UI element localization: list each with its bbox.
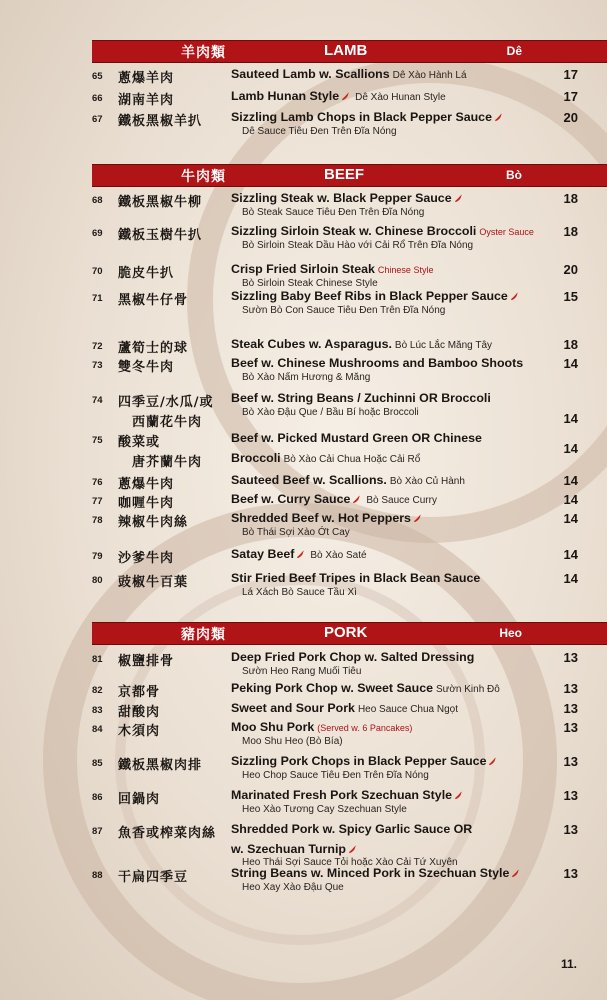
item-price: 14 [563, 356, 578, 371]
item-price: 18 [563, 191, 578, 206]
item-name-chinese: 干扁四季豆 [118, 870, 189, 885]
item-name-chinese: 黑椒牛仔骨 [118, 293, 189, 308]
item-name-chinese: 豉椒牛百葉 [118, 575, 189, 590]
section-title-vietnamese: Dê [506, 44, 522, 58]
item-price: 14 [563, 547, 578, 562]
item-price: 13 [563, 788, 578, 803]
item-name-english-text: Marinated Fresh Pork Szechuan Style [231, 788, 453, 802]
item-number: 82 [92, 685, 103, 696]
item-name-english [231, 754, 499, 768]
item-name-vietnamese: Heo Sauce Chua Ngọt [357, 704, 459, 715]
item-name-english [231, 681, 500, 695]
item-number: 84 [92, 724, 103, 735]
item-name-english [231, 67, 467, 81]
item-name-chinese: 甜酸肉 [118, 705, 161, 720]
item-name-english [231, 492, 437, 506]
item-number: 73 [92, 360, 103, 371]
item-name-vietnamese: Bò Xào Đậu Que / Bầu Bí hoặc Broccoli [242, 407, 419, 418]
page-number: 11. [561, 957, 578, 971]
item-name-english [231, 511, 424, 525]
section-title-vietnamese: Heo [499, 626, 522, 640]
item-name-vietnamese: Sườn Heo Rang Muối Tiêu [242, 666, 362, 677]
item-name-english-text: Shredded Pork w. Spicy Garlic Sauce OR [231, 822, 473, 836]
item-price: 13 [563, 650, 578, 665]
item-number: 78 [92, 515, 103, 526]
item-number: 71 [92, 293, 103, 304]
chili-icon [341, 92, 350, 101]
item-name-english-text: Sizzling Sirloin Steak w. Chinese Broccoli [231, 224, 477, 238]
item-number: 77 [92, 496, 103, 507]
item-name-chinese: 辣椒牛肉絲 [118, 515, 189, 530]
item-price: 14 [563, 571, 578, 586]
item-name-english [231, 701, 458, 715]
item-name-vietnamese: Sườn Bò Con Sauce Tiêu Đen Trên Đĩa Nóng [242, 305, 446, 316]
section-title-english: PORK [324, 624, 368, 641]
item-number: 80 [92, 575, 103, 586]
item-price: 15 [563, 289, 578, 304]
item-name-english [231, 822, 472, 836]
item-name-chinese: 鐵板黑椒肉排 [118, 758, 203, 773]
section-title-english: LAMB [324, 42, 368, 59]
item-price: 14 [563, 411, 578, 426]
item-price: 13 [563, 681, 578, 696]
section-header [92, 622, 607, 645]
item-name-chinese: 蘆筍士的球 [118, 341, 189, 356]
item-name-vietnamese: Bò Sauce Curry [366, 495, 437, 506]
item-name-chinese: 椒鹽排骨 [118, 654, 175, 669]
item-name-vietnamese: Heo Xào Tương Cay Szechuan Style [242, 804, 407, 815]
item-number: 72 [92, 341, 103, 352]
item-name-chinese: 鐵板黑椒牛柳 [118, 195, 203, 210]
item-number: 66 [92, 93, 103, 104]
item-name-vietnamese: Dê Xào Hành Lá [392, 70, 467, 81]
item-name-chinese: 京都骨 [118, 685, 161, 700]
item-note: (Served w. 6 Pancakes) [317, 723, 413, 733]
item-name-english [231, 720, 412, 734]
item-name-chinese: 蔥爆牛肉 [118, 477, 175, 492]
item-name-chinese: 咖喱牛肉 [118, 496, 175, 511]
item-name-vietnamese: Bò Xào Saté [310, 550, 367, 561]
item-name-english-text: Beef w. Picked Mustard Green OR Chinese [231, 431, 482, 445]
item-name-chinese: 酸菜或 [118, 435, 161, 450]
item-name-chinese: 魚香或榨菜肉絲 [118, 826, 217, 841]
item-name-vietnamese: Heo Xay Xào Đậu Que [242, 882, 344, 893]
item-name-vietnamese: Bò Xào Cải Chua Hoặc Cải Rổ [283, 454, 421, 465]
item-number: 75 [92, 435, 103, 446]
item-name-english [231, 866, 522, 880]
item-name-english-text: String Beans w. Minced Pork in Szechuan Style [231, 866, 510, 880]
item-name-english-text: Peking Pork Chop w. Sweet Sauce [231, 681, 433, 695]
item-number: 81 [92, 654, 103, 665]
item-price: 14 [563, 492, 578, 507]
item-name-vietnamese: Heo Chop Sauce Tiêu Đen Trên Đĩa Nóng [242, 770, 429, 781]
item-price: 13 [563, 866, 578, 881]
item-name-english-text: Beef w. String Beans / Zuchinni OR Broccoli [231, 391, 491, 405]
item-name-english [231, 431, 482, 445]
item-number: 79 [92, 551, 103, 562]
item-name-vietnamese: Moo Shu Heo (Bò Bía) [242, 736, 343, 747]
chili-icon [352, 495, 361, 504]
item-price: 13 [563, 754, 578, 769]
item-name-english-line2 [231, 451, 420, 465]
item-number: 85 [92, 758, 103, 769]
item-name-english [231, 650, 474, 664]
item-price: 20 [563, 262, 578, 277]
chili-icon [413, 514, 422, 523]
item-name-vietnamese: Dê Sauce Tiêu Đen Trên Đĩa Nóng [242, 126, 397, 137]
item-name-vietnamese: Bò Thái Sợi Xào Ớt Cay [242, 527, 350, 538]
section-title-english: BEEF [324, 166, 365, 183]
item-name-vietnamese: Bò Sirloin Steak Dầu Hào với Cải Rổ Trên Đĩa Nóng [242, 240, 474, 251]
item-name-english [231, 110, 505, 124]
item-name-english-text: Moo Shu Pork [231, 720, 315, 734]
item-name-english-line2 [231, 842, 359, 856]
item-name-english [231, 262, 433, 276]
menu-section-lamb [92, 40, 607, 137]
item-name-chinese-line2: 唐芥蘭牛肉 [132, 455, 203, 470]
item-number: 74 [92, 395, 103, 406]
item-number: 88 [92, 870, 103, 881]
item-price: 13 [563, 701, 578, 716]
section-title-vietnamese: Bò [506, 168, 522, 182]
item-name-english-text: Shredded Beef w. Hot Peppers [231, 511, 411, 525]
item-name-english-text: Sweet and Sour Pork [231, 701, 355, 715]
item-name-english-text: Stir Fried Beef Tripes in Black Bean Sauce [231, 571, 481, 585]
item-name-english [231, 89, 446, 103]
item-name-vietnamese: Dê Xào Hunan Style [355, 92, 446, 103]
item-name-english-text: Beef w. Curry Sauce [231, 492, 351, 506]
item-name-vietnamese: Bò Sirloin Steak Chinese Style [242, 278, 378, 289]
item-price: 17 [563, 67, 578, 82]
item-name-chinese: 木須肉 [118, 724, 161, 739]
item-name-english-line2-text: Broccoli [231, 451, 281, 465]
item-name-english-text: Steak Cubes w. Asparagus. [231, 337, 392, 351]
item-name-english [231, 337, 492, 351]
item-price: 13 [563, 720, 578, 735]
item-name-english [231, 224, 534, 238]
item-name-chinese: 雙冬牛肉 [118, 360, 175, 375]
item-price: 18 [563, 337, 578, 352]
item-note: Chinese Style [377, 265, 434, 275]
item-name-english-text: Deep Fried Pork Chop w. Salted Dressing [231, 650, 475, 664]
item-price: 18 [563, 224, 578, 239]
item-price: 14 [563, 473, 578, 488]
item-number: 87 [92, 826, 103, 837]
chili-icon [454, 194, 463, 203]
item-name-chinese: 沙爹牛肉 [118, 551, 175, 566]
chili-icon [454, 791, 463, 800]
item-name-english-text: Satay Beef [231, 547, 295, 561]
menu-section-pork [92, 622, 607, 893]
item-name-english-text: Crisp Fried Sirloin Steak [231, 262, 375, 276]
item-name-english [231, 571, 480, 585]
section-header [92, 40, 607, 63]
chili-icon [511, 869, 520, 878]
item-name-english [231, 191, 465, 205]
item-price: 13 [563, 822, 578, 837]
item-name-english [231, 391, 491, 405]
item-name-chinese: 湖南羊肉 [118, 93, 175, 108]
item-price: 14 [563, 511, 578, 526]
item-name-vietnamese: Lá Xách Bò Sauce Tầu Xì [242, 587, 357, 598]
item-price: 17 [563, 89, 578, 104]
chili-icon [494, 113, 503, 122]
item-name-english [231, 788, 465, 802]
item-name-english-text: Sizzling Lamb Chops in Black Pepper Sauce [231, 110, 492, 124]
chili-icon [296, 550, 305, 559]
item-name-english-text: Sizzling Steak w. Black Pepper Sauce [231, 191, 452, 205]
item-price: 14 [563, 441, 578, 456]
item-name-english-line2-text: w. Szechuan Turnip [231, 842, 346, 856]
section-title-chinese: 豬肉類 [181, 627, 226, 643]
item-name-chinese-line2: 西蘭花牛肉 [132, 415, 203, 430]
item-name-english-text: Lamb Hunan Style [231, 89, 340, 103]
section-title-chinese: 牛肉類 [181, 169, 226, 185]
item-name-vietnamese: Bò Xào Nấm Hương & Măng [242, 372, 371, 383]
item-name-english-text: Sauteed Lamb w. Scallions [231, 67, 390, 81]
item-name-vietnamese: Bò Lúc Lắc Măng Tây [394, 340, 493, 351]
item-number: 83 [92, 705, 103, 716]
item-number: 68 [92, 195, 103, 206]
item-name-chinese: 回鍋肉 [118, 792, 161, 807]
chili-icon [348, 845, 357, 854]
section-title-chinese: 羊肉類 [181, 45, 226, 61]
item-number: 67 [92, 114, 103, 125]
section-header [92, 164, 607, 187]
item-number: 70 [92, 266, 103, 277]
item-name-english [231, 547, 367, 561]
item-name-english [231, 356, 523, 370]
item-name-chinese: 鐵板玉樹牛扒 [118, 228, 203, 243]
item-name-chinese: 鐵板黑椒羊扒 [118, 114, 203, 129]
item-number: 76 [92, 477, 103, 488]
item-price: 20 [563, 110, 578, 125]
item-number: 86 [92, 792, 103, 803]
chili-icon [488, 757, 497, 766]
item-name-vietnamese: Bò Xào Củ Hành [389, 476, 465, 487]
item-number: 65 [92, 71, 103, 82]
menu-section-beef [92, 164, 607, 598]
item-name-english-text: Sauteed Beef w. Scallions. [231, 473, 387, 487]
item-number: 69 [92, 228, 103, 239]
item-name-english [231, 289, 521, 303]
chili-icon [510, 292, 519, 301]
item-name-english [231, 473, 465, 487]
item-name-english-text: Sizzling Baby Beef Ribs in Black Pepper Sauce [231, 289, 508, 303]
item-name-english-text: Beef w. Chinese Mushrooms and Bamboo Shoots [231, 356, 524, 370]
item-name-chinese: 四季豆/水瓜/或 [118, 395, 214, 410]
item-name-chinese: 脆皮牛扒 [118, 266, 175, 281]
item-note: Oyster Sauce [479, 227, 534, 237]
item-name-vietnamese: Heo Thái Sợi Sauce Tỏi hoặc Xào Cải Tứ Xuyên [242, 857, 458, 868]
item-name-vietnamese: Bò Steak Sauce Tiêu Đen Trên Đĩa Nóng [242, 207, 425, 218]
item-name-chinese: 蔥爆羊肉 [118, 71, 175, 86]
item-name-vietnamese: Sườn Kinh Đô [435, 684, 500, 695]
item-name-english-text: Sizzling Pork Chops in Black Pepper Sauce [231, 754, 487, 768]
